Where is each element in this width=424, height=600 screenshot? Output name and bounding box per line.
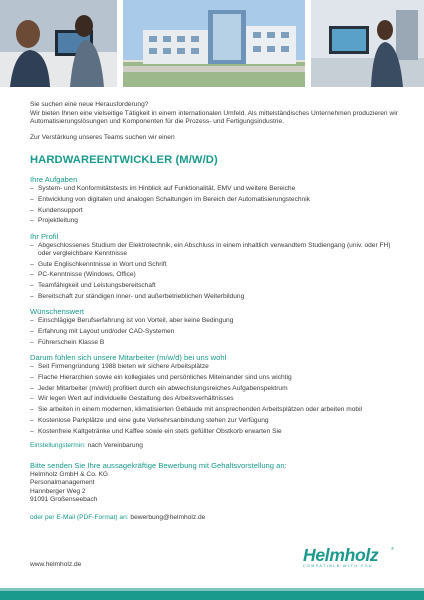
list-item: – Kostenfreie Kaltgetränke und Kaffee sowie ein stets gefüllter Obstkorb erwarten Sie	[30, 428, 400, 436]
list-item: – Kostenlose Parkplätze und eine gute Verkehrsanbindung stehen zur Verfügung	[30, 417, 400, 425]
postal-address	[30, 471, 400, 505]
section-tasks	[30, 175, 400, 226]
list-item: – PC-Kenntnisse (Windows, Office)	[30, 271, 400, 279]
list-item: – Sie arbeiten in einem modernen, klimatisierten Gebäude mit ansprechenden Arbeitsplätzen oder arbeiten mobil	[30, 406, 400, 414]
footer-bar	[0, 588, 424, 600]
list-item: – Seit Firmengründung 1988 bieten wir sichere Arbeitsplätze	[30, 363, 400, 371]
address-line-company: Helmholz GmbH & Co. KG	[30, 470, 109, 478]
bullet-list	[30, 363, 400, 436]
list-item: – Einschlägige Berufserfahrung ist von Vorteil, aber keine Bedingung	[30, 317, 400, 325]
intro-question: Sie suchen eine neue Herausforderung?	[30, 101, 149, 108]
list-item: – Teamfähigkeit und Leistungsbereitschaft	[30, 282, 400, 290]
section-benefits	[30, 353, 400, 436]
section-heading: Ihre Aufgaben	[30, 174, 78, 184]
list-item: – Bereitschaft zur ständigen inner- und außerbetrieblichen Weiterbildung	[30, 293, 400, 301]
footer-stripe	[0, 588, 424, 591]
intro-text	[30, 101, 400, 142]
address-line-street: Hannberger Weg 2	[30, 487, 86, 495]
intro-description: Wir bieten Ihnen eine vielseitige Tätigkeit in einem internationalen Umfeld. Als mittelständisches Unternehmen produzieren wir Automatisierungslösungen und Komponenten für die Prozess- und Fertigungsindustrie.	[30, 109, 398, 126]
intro-team-line: Zur Verstärkung unseres Teams suchen wir einen	[30, 133, 175, 141]
list-item: – Jeder Mitarbeiter (m/w/d) profitiert durch ein abwechslungsreiches Aufgabenspektrum	[30, 385, 400, 393]
apply-heading: Bitte senden Sie Ihre aussagekräftige Bewerbung mit Gehaltsvorstellung an:	[30, 460, 287, 470]
address-line-city: 91091 Großenseebach	[30, 496, 98, 504]
section-heading: Darum fühlen sich unsere Mitarbeiter (m/w/d) bei uns wohl	[30, 352, 227, 362]
logo-registered-mark: ®	[391, 546, 394, 551]
job-posting-content	[30, 101, 400, 523]
list-item: – Wir legen Wert auf individuelle Gestaltung des Arbeitsverhältnisses	[30, 395, 400, 403]
address-line-department: Personalmanagement	[30, 479, 95, 487]
section-profile	[30, 232, 400, 302]
list-item: – Entwicklung von digitalen und analogen Schaltungen im Bereich der Automatisierungstechnik	[30, 196, 400, 204]
list-item: – Projektleitung	[30, 217, 400, 225]
bullet-list	[30, 242, 400, 302]
start-date-value: nach Vereinbarung	[87, 441, 143, 449]
list-item: – Kundensupport	[30, 207, 400, 215]
email-label: oder per E-Mail (PDF-Format) an:	[30, 513, 129, 521]
list-item: – Gute Englischkenntnisse in Wort und Schrift	[30, 261, 400, 269]
section-desirable	[30, 307, 400, 347]
office-workers-photo	[0, 0, 117, 87]
start-date-label: Einstellungstermin:	[30, 441, 86, 449]
email-line	[30, 514, 400, 523]
list-item: – Flache Hierarchien sowie ein kollegiales und persönliches Miteinander sind uns wichtig	[30, 374, 400, 382]
list-item: – Erfahrung mit Layout und/oder CAD-Systemen	[30, 328, 400, 336]
list-item: – Führerschein Klasse B	[30, 339, 400, 347]
start-date-line	[30, 442, 400, 451]
header-photo-strip	[0, 0, 424, 87]
list-item: – Abgeschlossenes Studium der Elektrotechnik, ein Abschluss in einem inhaltlich verwandtem Studiengang (univ. oder FH) oder vergleichbare Kenntnisse	[30, 242, 400, 258]
logo-wordmark: Helmholz	[303, 545, 379, 565]
engineer-at-desk-photo	[311, 0, 424, 87]
bullet-list	[30, 185, 400, 226]
company-building-photo	[123, 0, 305, 87]
helmholz-logo	[303, 546, 399, 568]
list-item: – System- und Konformitätstests im Hinblick auf Funktionalität, EMV und weitere Bereiche	[30, 185, 400, 193]
email-link[interactable]: bewerbung@helmholz.de	[130, 513, 206, 521]
job-title: HARDWAREENTWICKLER (M/W/D)	[30, 154, 218, 167]
bullet-list	[30, 317, 400, 347]
section-heading: Wünschenswert	[30, 307, 85, 317]
logo-tagline: COMPATIBLE WITH YOU	[303, 564, 374, 568]
section-heading: Ihr Profil	[30, 231, 59, 241]
website-link[interactable]: www.helmholz.de	[30, 561, 82, 568]
